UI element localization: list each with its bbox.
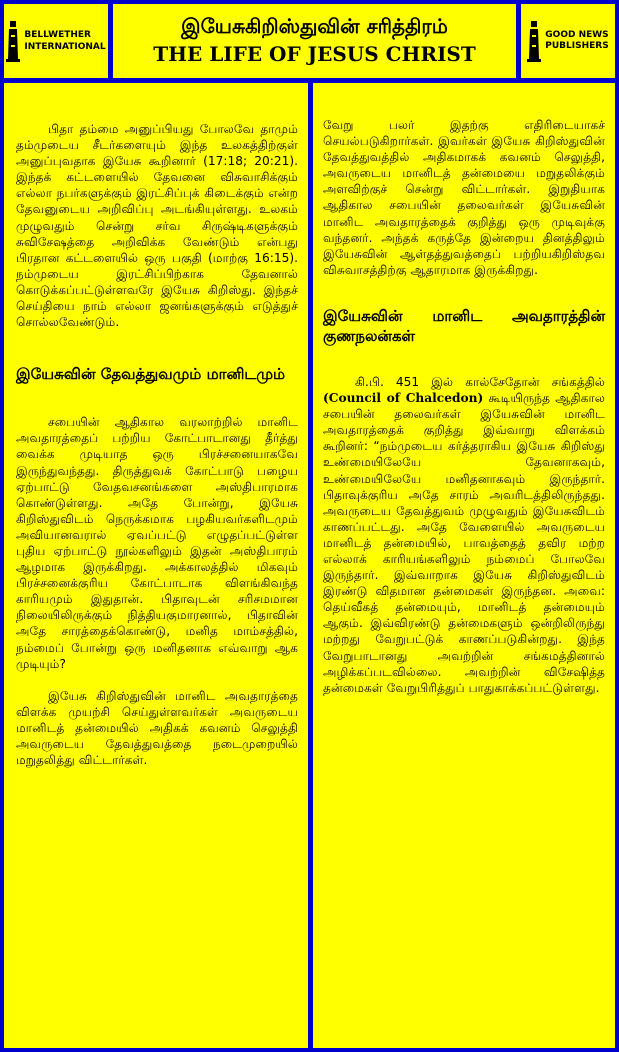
- page-header: [113, 4, 516, 78]
- right-column: [313, 83, 615, 1048]
- bellwether-logo: [4, 4, 108, 78]
- paragraph-text: கி.பி. 451 இல் கால்சேதோன் சங்கத்தில்: [355, 374, 605, 389]
- paragraph: [323, 374, 605, 696]
- paragraph: பிதா தம்மை அனுப்பியது போலவே தாமும் தம்முடைய சீடர்களையும் இந்த உலகத்திற்குள் அனுப்புவதாக இயேசு கூறினார் (17:18; 20:21). இந்தக் கட்டளையில் தேவனை விசுவாசிக்கும் எல்லா நபர்களுக்கும் இரட்சிப்புக் கிடைக்கும் என்ற தேவனுடைய அறிவிப்பு அடங்கியுள்ளது. உலகம் முழுவதும் சென்று சர்வ சிருஷ்டிகளுக்கும் சுவிசேஷத்தை அறிவிக்க வேண்டும் என்பது பிரதான கட்டளையில் ஒரு பகுதி (மாற்கு 16:15). நம்முடைய இரட்சிப்பிற்காக தேவனால் கொடுக்கப்பட்டுள்ளவரே இயேசு கிறிஸ்து. இந்தச் செய்தியை நாம் எல்லா ஜனங்களுக்கும் எடுத்துச் சொல்லவேண்டும்.: [16, 122, 298, 330]
- section-heading: இயேசுவின் மானிட அவதாரத்தின் குணநலன்கள்: [323, 306, 605, 345]
- paragraph: சபையின் ஆதிகால வரலாற்றில் மானிட அவதாரத்தைப் பற்றிய கோட்பாடானது தீர்த்து வைக்க முடியாத ஒரு பிரச்சனையாகவே இருந்துவந்தது. திருத்துவக் கோட்பாடு பழைய ஏற்பாட்டு வேதவசனங்களை அஸ்திபாரமாக கொண்டுள்ளது. அதே போன்று, இயேசு கிறிஸ்துவிடம் நெருக்கமாக பழகியவர்களிடமும் அவியானவரால் ஏவப்பட்டு எழுதப்பட்டுள்ள புதிய ஏற்பாட்டு நூல்களிலும் இதன் அஸ்திபாரம் ஆழமாக இருக்கிறது. அக்காலத்தில் மிகவும் பிரச்சனைக்குரிய கோட்பாடாக விளங்கிவந்த காரியமும் இதுதான். பிதாவுடன் சரிசமமான நிலையிலிருக்கும் நித்தியகுமாரனால், பிதாவின் அதே சாரத்தைக்கொண்டு, மனித மாம்சத்தில், நம்மைப் போன்று ஒரு மனிதனாக எவ்வாறு ஆக முடியும்?: [16, 415, 298, 671]
- logo-left-line2: INTERNATIONAL: [24, 42, 106, 52]
- lighthouse-icon: [527, 19, 541, 63]
- left-column: [4, 83, 308, 1048]
- logo-right-line1: GOOD NEWS: [545, 30, 609, 40]
- section-heading: இயேசுவின் தேவத்துவமும் மானிடமும்: [16, 365, 286, 384]
- lighthouse-icon: [6, 19, 20, 63]
- good-news-publishers-logo: [521, 4, 615, 78]
- council-term: (Council of Chalcedon): [323, 391, 484, 406]
- paragraph-text: கூடியிருந்த ஆதிகால சபையின் தலைவர்கள் இயேசுவின் மானிட அவதாரத்தைக் குறித்து இவ்வாறு விளக்கம் கூறினர்: “நம்முடைய கர்த்தராகிய இயேசு கிறிஸ்து உண்மையிலேயே தேவனாகவும், உண்மையிலேயே மனிதனாகவும் இருந்தார். பிதாவுக்குரிய அதே சாரம் அவரிடத்திலிருந்தது. அவருடைய தேவத்துவம் முழுவதும் இயேசுவிடம் காணப்பட்டது. அதே வேளையில் அவருடைய மானிடத் தன்மையில், பாவத்தைத் தவிர மற்ற எல்லாக் காரியங்களிலும் நம்மைப் போலவே இருந்தார். இவ்வாறாக இயேசு கிறிஸ்துவிடம் இரண்டு விதமான தன்மைகள் இருந்தன. அவை: தெய்வீகத் தன்மையும், மானிடத் தன்மையும் ஆகும். இவ்விரண்டு தன்மைகளும் ஒன்றிலிருந்து மற்றது வேறுபட்டுக் காணப்படுகின்றது. இந்த வேறுபாடானது அவற்றின் சங்கமத்தினால் அழிக்கப்படவில்லை. அவற்றின் விசேஷித்த தன்மைகள் வேறுபிரித்துப் பாதுகாக்கப்பட்டுள்ளது.: [323, 391, 605, 695]
- paragraph: வேறு பலர் இதற்கு எதிரிடையாகச் செயல்படுகிறார்கள். இவர்கள் இயேசு கிறிஸ்துவின் தேவத்துவத்தில் அதிகமாகக் கவனம் செலுத்தி, அவருடைய மானிடத் தன்மையை மறுதலிக்கும் அளவிற்குச் சென்று விட்டார்கள். இறுதியாக ஆதிகால சபையின் தலைவர்கள் இயேசுவின் மானிட அவதாரத்தைக் குறித்து ஒரு முடிவுக்கு வந்தனர். அந்தக் கருத்தே இன்றைய தினத்திலும் இயேசுவின் ஆள்தத்துவத்தைப் பற்றியகிறிஸ்தவ விசுவாசத்திற்கு ஆதாரமாக இருக்கிறது.: [323, 118, 605, 277]
- title-english: THE LIFE OF JESUS CHRIST: [153, 42, 476, 66]
- logo-left-line1: BELLWETHER: [24, 30, 91, 40]
- paragraph: இயேசு கிறிஸ்துவின் மானிட அவதாரத்தை விளக்க முயற்சி செய்துள்ளவர்கள் அவருடைய மானிடத் தன்மையில் அதிகக் கவனம் செலுத்தி அவருடைய தேவத்துவத்தை நடைமுறையில் மறுதலித்து விட்டார்கள்.: [16, 688, 298, 768]
- title-tamil: இயேசுகிறிஸ்துவின் சரித்திரம்: [181, 14, 448, 38]
- logo-right-line2: PUBLISHERS: [545, 41, 609, 51]
